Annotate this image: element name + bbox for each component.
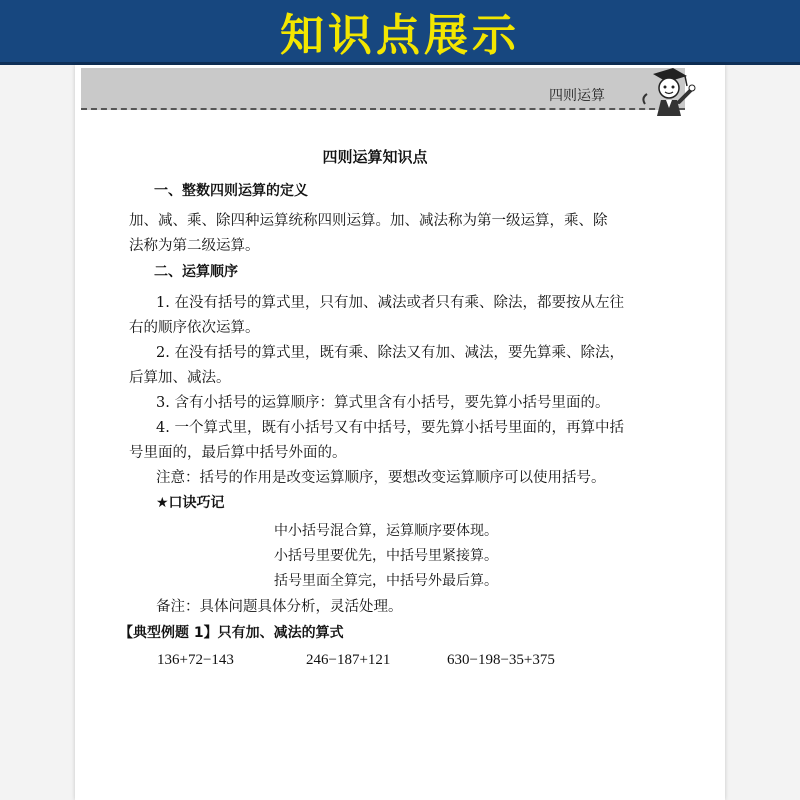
order-rule-2-line1: 2. 在没有括号的算式里，既有乘、除法又有加、减法，要先算乘、除法， — [156, 345, 624, 361]
top-banner — [0, 0, 800, 65]
example-equation-3: 630−198−35+375 — [447, 652, 555, 668]
section1-paragraph-line2: 法称为第二级运算。 — [129, 238, 260, 254]
order-rule-1-line1: 1. 在没有括号的算式里，只有加、减法或者只有乘、除法，都要按从左往 — [156, 295, 624, 311]
example-equation-2: 246−187+121 — [306, 652, 391, 668]
document-page — [75, 65, 725, 800]
order-rule-1-line2: 右的顺序依次运算。 — [129, 320, 260, 336]
graduate-mascot-icon — [635, 64, 699, 116]
mnemonic-heading: ★口诀巧记 — [156, 495, 225, 511]
note-text: 注意：括号的作用是改变运算顺序，要想改变运算顺序可以使用括号。 — [156, 470, 606, 486]
remark-text: 备注：具体问题具体分析，灵活处理。 — [156, 599, 403, 615]
order-rule-2-line2: 后算加、减法。 — [129, 370, 231, 386]
order-rule-4-line1: 4. 一个算式里，既有小括号又有中括号，要先算小括号里面的，再算中括 — [156, 420, 624, 436]
banner-title: 知识点展示 — [280, 10, 520, 61]
example-heading: 【典型例题 1】只有加、减法的算式 — [119, 625, 344, 641]
page-header-bar — [81, 68, 685, 110]
mnemonic-line: 中小括号混合算，运算顺序要体现。 — [274, 523, 498, 539]
mnemonic-line: 小括号里要优先，中括号里紧接算。 — [274, 548, 498, 564]
section1-heading: 一、整数四则运算的定义 — [154, 183, 308, 199]
header-chapter-label: 四则运算 — [549, 88, 605, 104]
mnemonic-line: 括号里面全算完，中括号外最后算。 — [274, 573, 498, 589]
example-equation-1: 136+72−143 — [157, 652, 234, 668]
order-rule-4-line2: 号里面的，最后算中括号外面的。 — [129, 445, 347, 461]
section2-heading: 二、运算顺序 — [154, 264, 238, 280]
section1-paragraph-line1: 加、减、乘、除四种运算统称四则运算。加、减法称为第一级运算，乘、除 — [129, 213, 608, 229]
order-rule-3: 3. 含有小括号的运算顺序：算式里含有小括号，要先算小括号里面的。 — [156, 395, 610, 411]
document-title: 四则运算知识点 — [322, 148, 428, 166]
